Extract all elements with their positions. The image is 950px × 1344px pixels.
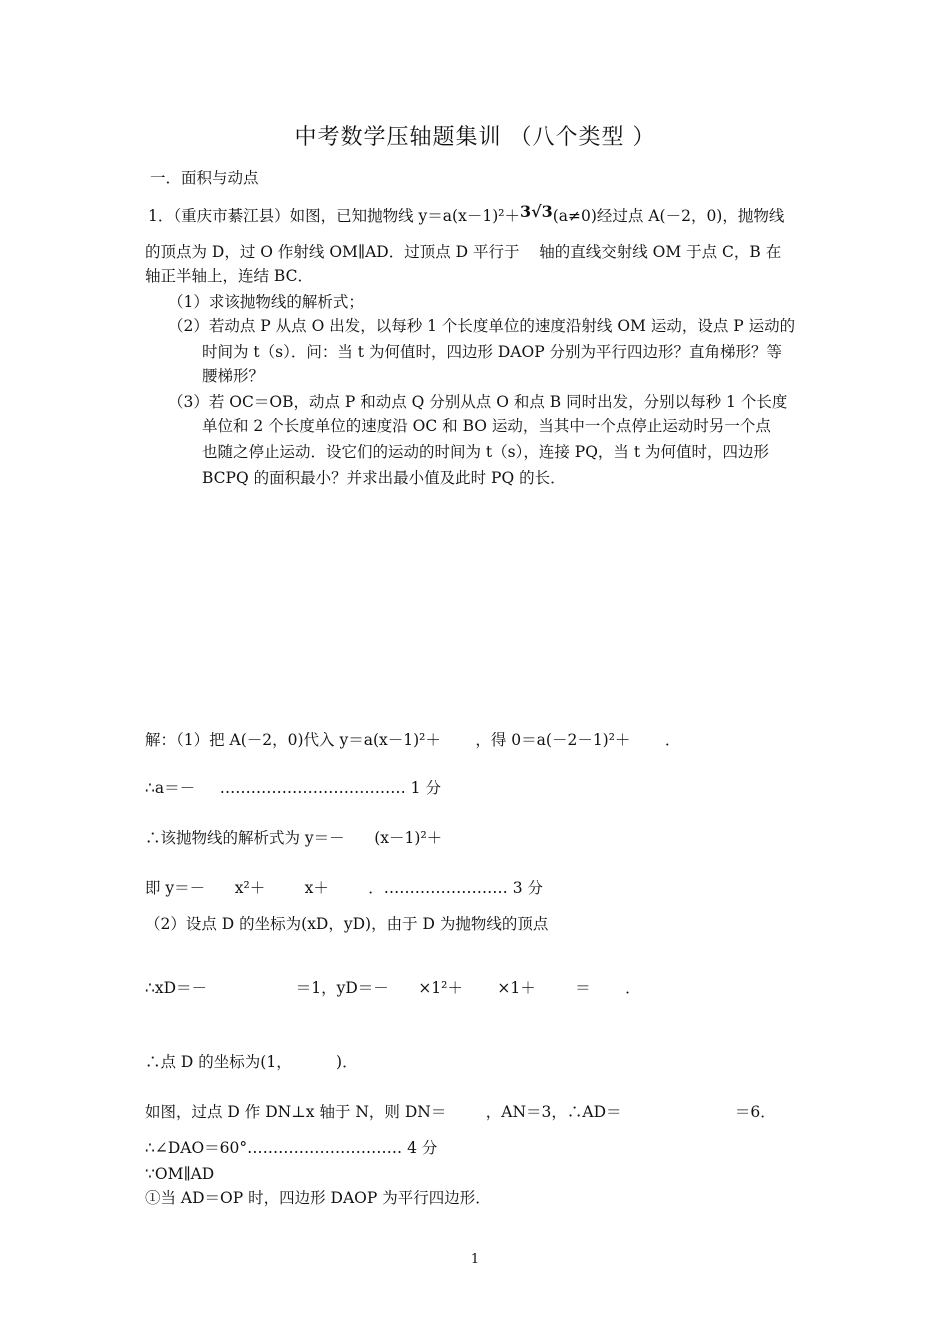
solution-line-2: ∴a＝－ ……………………………… 1 分 [145,779,441,797]
solution-line-1: 解：（1）把 A(－2，0)代入 y＝a(x－1)²＋ ，得 0＝a(－2－1)²＋ ． [145,731,681,749]
question-3-line-2: 单位和 2 个长度单位的速度沿 OC 和 BO 运动，当其中一个点停止运动时另一个点 [202,417,771,435]
section-heading: 一．面积与动点 [150,169,259,187]
constant-image: 3√3 [519,202,553,221]
question-3-line-4: BCPQ 的面积最小？并求出最小值及此时 PQ 的长． [202,469,566,487]
question-1: （1）求该抛物线的解析式； [168,293,364,311]
problem-line-1-start: 1．（重庆市綦江县）如图，已知抛物线 y＝a(x－1)²＋ [148,207,520,225]
problem-line-3: 轴正半轴上，连结 BC． [145,267,313,285]
question-2-line-1: （2）若动点 P 从点 O 出发，以每秒 1 个长度单位的速度沿射线 OM 运动，设点 P 运动的 [168,317,796,335]
solution-line-7: ∴点 D 的坐标为(1， )． [145,1053,358,1071]
solution-line-10: ∵OM∥AD [145,1165,215,1183]
problem-line-1-end: (a≠0)经过点 A(－2，0)，抛物线 [552,207,785,225]
solution-line-8: 如图，过点 D 作 DN⊥x 轴于 N，则 DN＝ ，AN＝3，∴AD＝ ＝6． [145,1103,776,1121]
problem-line-1 [148,202,785,226]
question-2-line-3: 腰梯形？ [202,367,265,385]
solution-line-3: ∴该抛物线的解析式为 y＝－ (x－1)²＋ [145,829,443,847]
page-number: 1 [470,1252,480,1267]
solution-line-11: ①当 AD＝OP 时，四边形 DAOP 为平行四边形． [145,1189,491,1207]
solution-line-6: ∴xD＝－ ＝1，yD＝－ ×1²＋ ×1＋ ＝ ． [145,979,641,997]
question-3-line-3: 也随之停止运动．设它们的运动的时间为 t（s），连接 PQ，当 t 为何值时，四边形 [202,443,770,461]
page-title: 中考数学压轴题集训 （八个类型 ） [294,125,656,150]
problem-line-2: 的顶点为 D，过 O 作射线 OM∥AD．过顶点 D 平行于 轴的直线交射线 OM 于点 C，B 在 [145,243,782,261]
question-2-line-2: 时间为 t（s）．问：当 t 为何值时，四边形 DAOP 分别为平行四边形？直角梯形？等 [202,343,783,361]
solution-line-5: （2）设点 D 的坐标为(xD，yD)，由于 D 为抛物线的顶点 [145,915,549,933]
solution-line-9: ∴∠DAO＝60°………………………… 4 分 [145,1139,438,1157]
question-3-line-1: （3）若 OC＝OB，动点 P 和动点 Q 分别从点 O 和点 B 同时出发，分别以每秒 1 个长度 [168,393,788,411]
solution-line-4: 即 y＝－ x²＋ x＋ ．…………………… 3 分 [145,879,543,897]
